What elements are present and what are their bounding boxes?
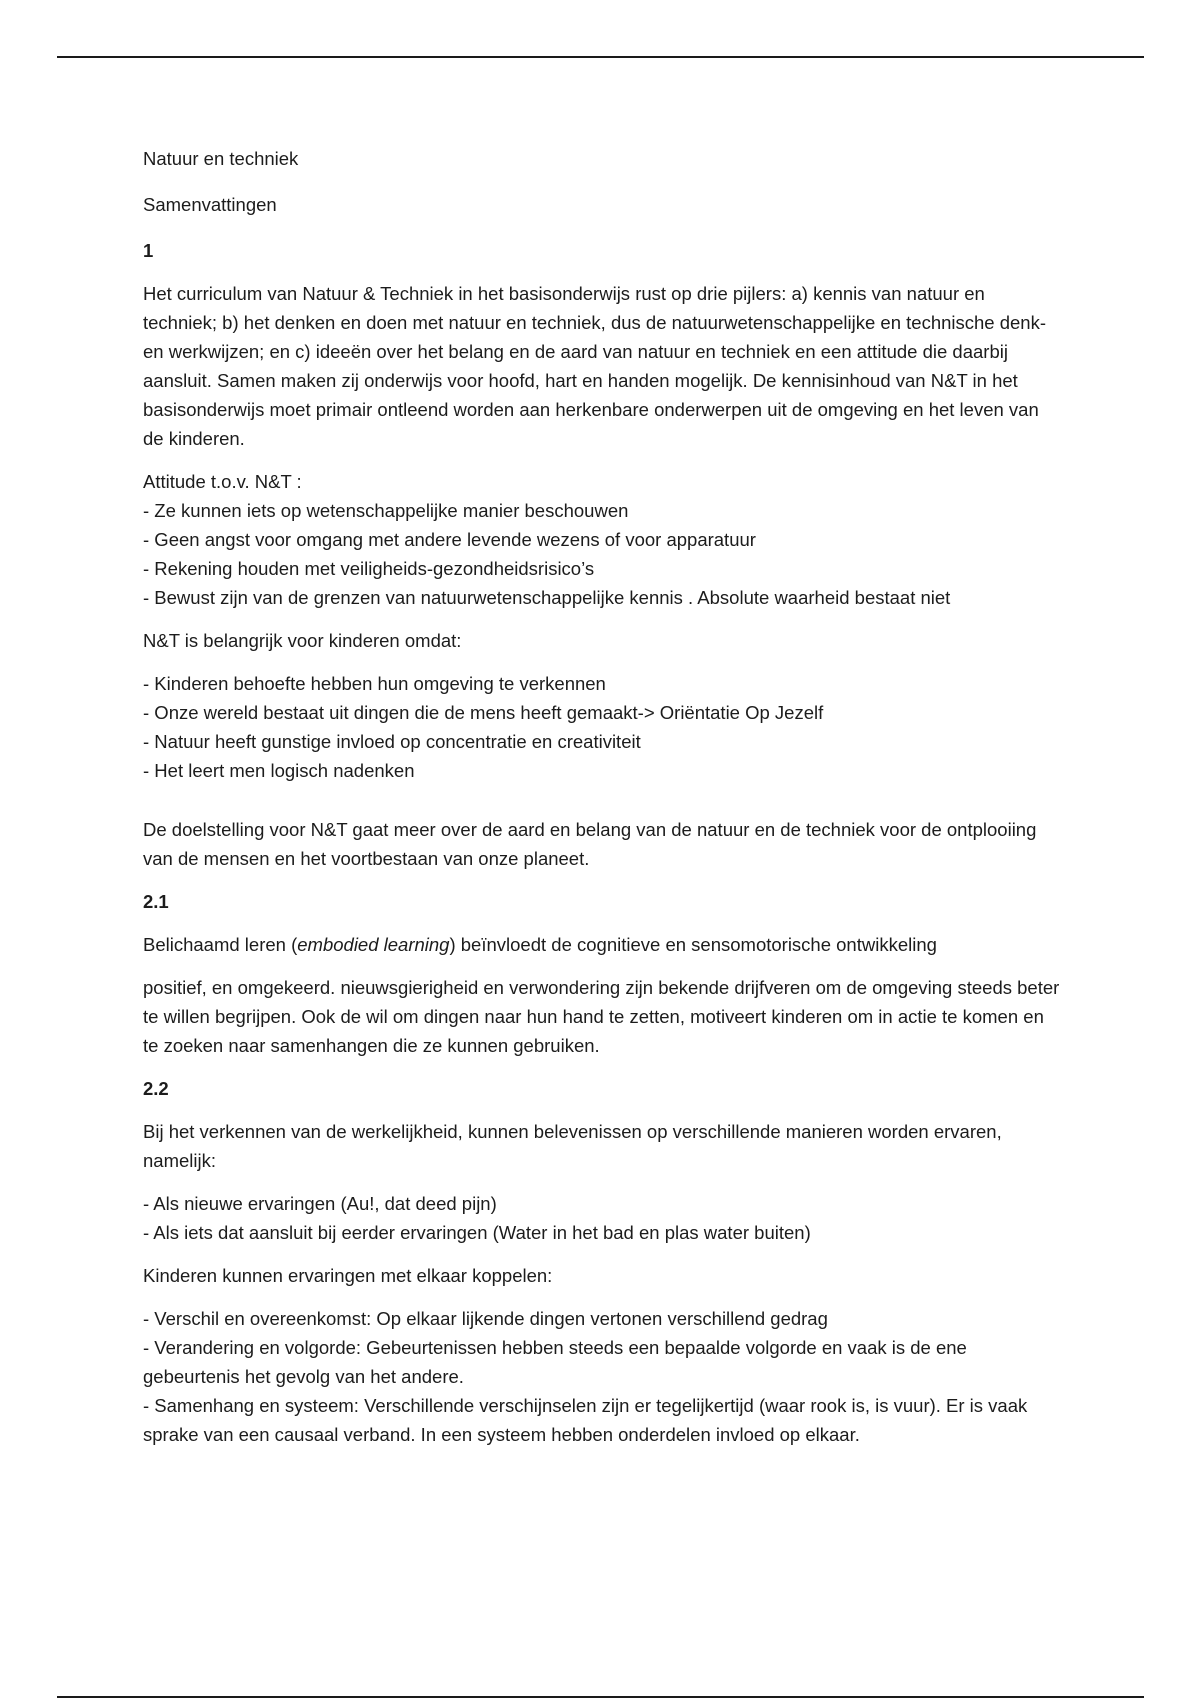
list-item: - Kinderen behoefte hebben hun omgeving te verkennen [143,673,606,694]
list-item: - Verschil en overeenkomst: Op elkaar lijkende dingen vertonen verschillend gedrag [143,1308,828,1329]
list-item: - Ze kunnen iets op wetenschappelijke manier beschouwen [143,500,629,521]
list-item: - Rekening houden met veiligheids-gezondheidsrisico’s [143,558,595,579]
section-2-1-body: positief, en omgekeerd. nieuwsgierigheid en verwondering zijn bekende drijfveren om de omgeving steeds beter te willen begrijpen. Ook de wil om dingen naar hun hand te zetten, motiveert kinderen om in actie te komen en te zoeken naar samenhangen die ze kunnen gebruiken. [143,977,1060,1056]
footer-rule [57,1696,1144,1698]
section-heading-2-2: 2.2 [143,1078,169,1099]
why-list [143,669,1063,785]
list-item: - Als iets dat aansluit bij eerder ervaringen (Water in het bad en plas water buiten) [143,1222,811,1243]
embodied-learning-line: Belichaamd leren (embodied learning) beïnvloedt de cognitieve en sensomotorische ontwikkeling [143,934,937,955]
list-item: - Als nieuwe ervaringen (Au!, dat deed pijn) [143,1193,497,1214]
embodied-learning-term: embodied learning [297,934,450,955]
attitude-list [143,467,1063,612]
section-heading-2-1: 2.1 [143,891,169,912]
list-item: - Geen angst voor omgang met andere levende wezens of voor apparatuur [143,529,756,550]
list-item: - Verandering en volgorde: Gebeurtenissen hebben steeds een bepaalde volgorde en vaak is de ene gebeurtenis het gevolg van het andere. [143,1337,967,1387]
list-item: - Het leert men logisch nadenken [143,760,415,781]
list-item: - Samenhang en systeem: Verschillende verschijnselen zijn er tegelijkertijd (waar rook is, is vuur). Er is vaak sprake van een causaal verband. In een systeem hebben onderdelen invloed op elkaar. [143,1395,1028,1445]
why-label: N&T is belangrijk voor kinderen omdat: [143,630,462,651]
attitude-label: Attitude t.o.v. N&T : [143,471,302,492]
section-heading-1: 1 [143,240,154,261]
goal-paragraph: De doelstelling voor N&T gaat meer over de aard en belang van de natuur en de techniek voor de ontplooiing van de mensen en het voortbestaan van onze planeet. [143,819,1037,869]
section-1-intro: Het curriculum van Natuur & Techniek in het basisonderwijs rust op drie pijlers: a) kennis van natuur en techniek; b) het denken en doen met natuur en techniek, dus de natuurwetenschappelijke en technische denk- en werkwijzen; en c) ideeën over het belang en de aard van natuur en techniek en een attitude die daarbij aansluit. Samen maken zij onderwijs voor hoofd, hart en handen mogelijk. De kennisinhoud van N&T in het basisonderwijs moet primair ontleend worden aan herkenbare onderwerpen uit de omgeving en het leven van de kinderen. [143,283,1046,449]
section-2-2-intro: Bij het verkennen van de werkelijkheid, kunnen belevenissen op verschillende manieren worden ervaren, namelijk: [143,1121,1002,1171]
link-list [143,1304,1063,1449]
header-rule [57,56,1144,58]
list-item: - Bewust zijn van de grenzen van natuurwetenschappelijke kennis . Absolute waarheid bestaat niet [143,587,951,608]
list-item: - Natuur heeft gunstige invloed op concentratie en creativiteit [143,731,641,752]
experience-list [143,1189,1063,1247]
document-title: Natuur en techniek [143,148,299,169]
document-subtitle: Samenvattingen [143,194,277,215]
list-item: - Onze wereld bestaat uit dingen die de mens heeft gemaakt-> Oriëntatie Op Jezelf [143,702,824,723]
document-body [143,144,1063,1463]
link-label: Kinderen kunnen ervaringen met elkaar koppelen: [143,1265,553,1286]
